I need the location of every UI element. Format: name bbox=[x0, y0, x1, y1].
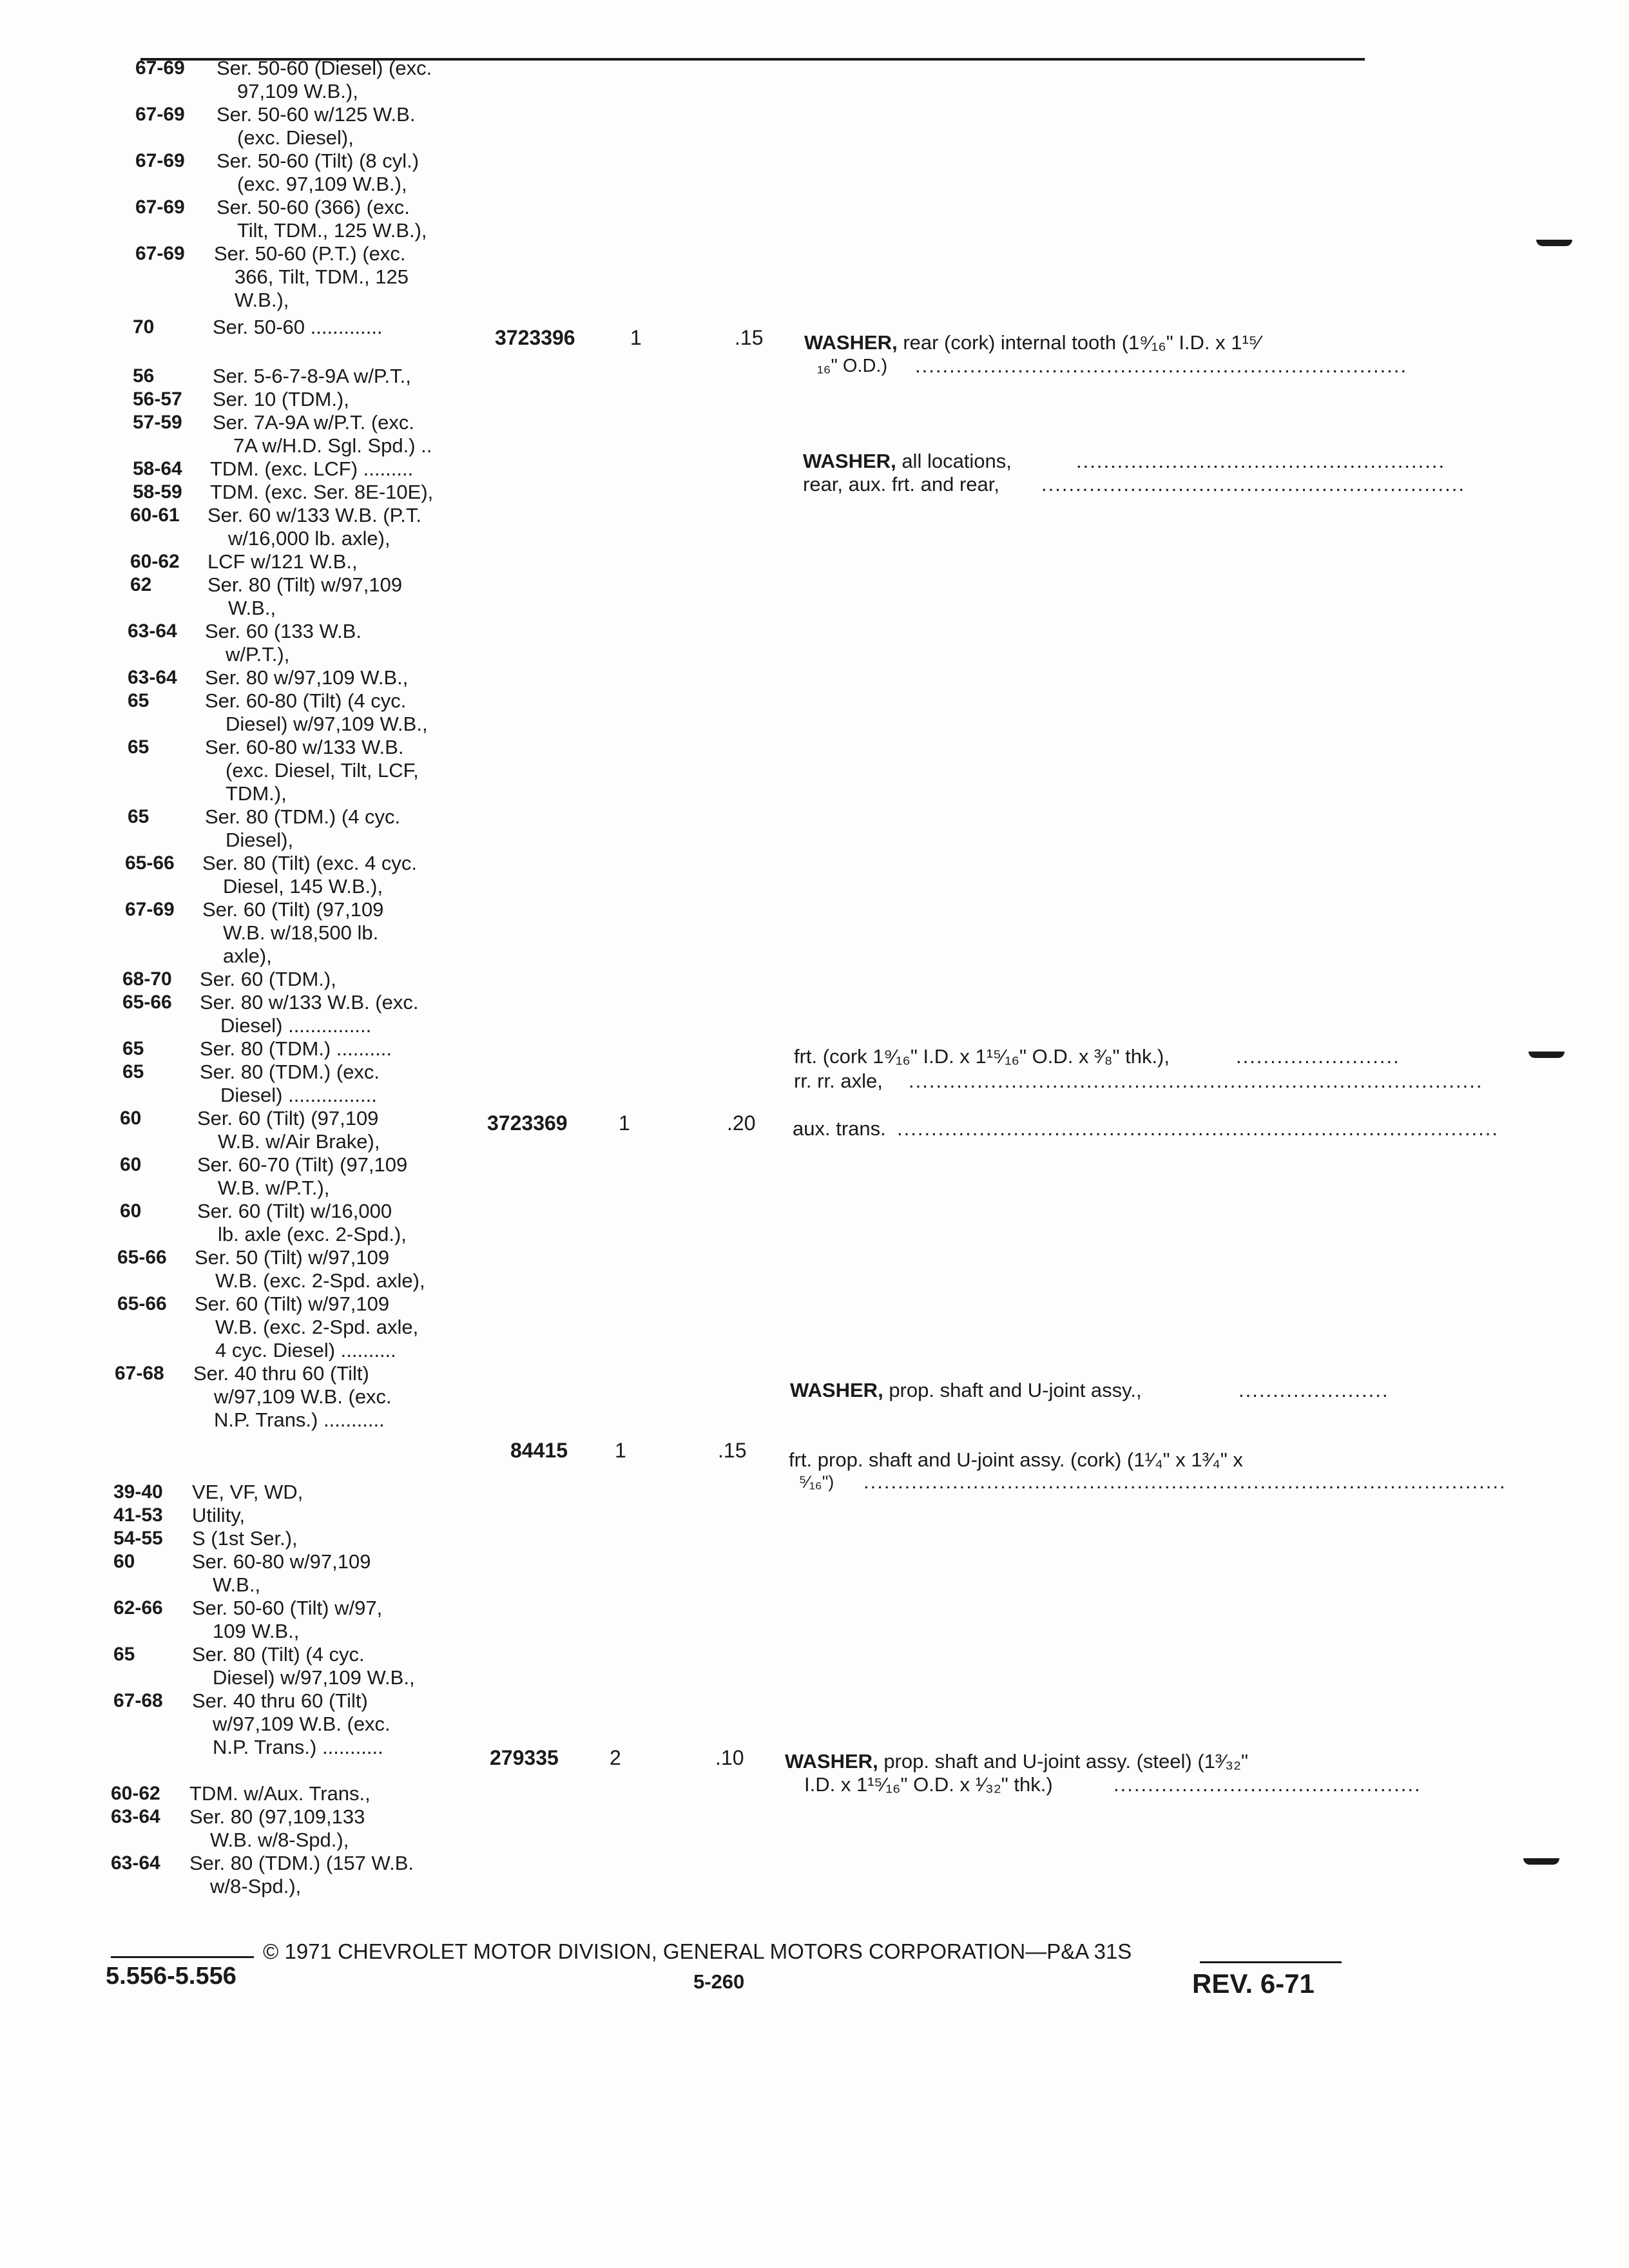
applicability-text: LCF w/121 W.B., bbox=[207, 550, 358, 573]
applicability-text: W.B.), bbox=[235, 289, 289, 311]
margin-mark bbox=[1528, 1052, 1565, 1058]
applicability-text: (exc. Diesel, Tilt, LCF, bbox=[226, 759, 419, 782]
applicability-text: Ser. 60 w/133 W.B. (P.T. bbox=[207, 504, 421, 526]
model-year: 60-61 bbox=[130, 505, 180, 526]
applicability-text: 366, Tilt, TDM., 125 bbox=[235, 265, 409, 288]
model-year: 65 bbox=[122, 1061, 144, 1082]
applicability-text: TDM.), bbox=[226, 782, 287, 805]
leader-dots: ...................... bbox=[1239, 1379, 1389, 1401]
applicability-text: Ser. 60 (Tilt) (97,109 bbox=[202, 898, 384, 921]
model-year: 57-59 bbox=[133, 412, 182, 433]
leader-dots: ........................................................................ bbox=[915, 354, 1408, 377]
model-year: 65-66 bbox=[117, 1247, 167, 1268]
applicability-text: W.B. w/8-Spd.), bbox=[210, 1829, 349, 1851]
description-washer-rear-cork bbox=[804, 331, 1260, 354]
applicability-text: Ser. 80 w/97,109 W.B., bbox=[205, 666, 409, 689]
applicability-text: N.P. Trans.) ........... bbox=[213, 1736, 383, 1758]
description-text: I.D. x 1¹⁵⁄₁₆" O.D. x ¹⁄₃₂" thk.) bbox=[804, 1773, 1053, 1796]
applicability-text: Ser. 60 (Tilt) w/16,000 bbox=[197, 1200, 392, 1222]
model-year: 67-68 bbox=[113, 1690, 163, 1711]
applicability-text: Diesel) ................ bbox=[220, 1084, 377, 1106]
group-number: 5.556-5.556 bbox=[106, 1963, 236, 1990]
model-year: 65 bbox=[128, 736, 149, 758]
applicability-text: Ser. 80 (Tilt) w/97,109 bbox=[207, 573, 403, 596]
model-year: 67-69 bbox=[135, 197, 185, 218]
model-year: 70 bbox=[133, 316, 155, 338]
model-year: 63-64 bbox=[111, 1852, 160, 1874]
applicability-text: W.B., bbox=[228, 597, 276, 619]
model-year: 63-64 bbox=[128, 620, 177, 642]
applicability-text: W.B. (exc. 2-Spd. axle, bbox=[215, 1316, 419, 1338]
applicability-text: Ser. 80 (97,109,133 bbox=[189, 1805, 365, 1828]
description-text: prop. shaft and U-joint assy. (steel) (1³⁄₃₂" bbox=[883, 1750, 1249, 1773]
applicability-text: Ser. 80 (Tilt) (exc. 4 cyc. bbox=[202, 852, 418, 874]
applicability-text: Ser. 50-60 ............. bbox=[213, 316, 383, 338]
model-year: 60-62 bbox=[130, 551, 180, 572]
applicability-text: Ser. 80 (TDM.) (4 cyc. bbox=[205, 805, 401, 828]
description-text: aux. trans. bbox=[793, 1117, 886, 1140]
applicability-text: W.B. (exc. 2-Spd. axle), bbox=[215, 1269, 425, 1292]
applicability-text: w/16,000 lb. axle), bbox=[228, 527, 390, 550]
model-year: 65-66 bbox=[122, 992, 172, 1013]
applicability-text: W.B. w/18,500 lb. bbox=[223, 921, 379, 944]
applicability-text: TDM. (exc. Ser. 8E-10E), bbox=[210, 481, 434, 503]
applicability-text: w/97,109 W.B. (exc. bbox=[214, 1385, 392, 1408]
applicability-text: Diesel) ............... bbox=[220, 1014, 372, 1037]
part-number: 3723369 bbox=[487, 1111, 568, 1135]
applicability-text: w/8-Spd.), bbox=[210, 1875, 302, 1898]
applicability-text: Ser. 60-80 w/97,109 bbox=[192, 1550, 371, 1573]
leader-dots: ............................................. bbox=[1113, 1773, 1422, 1796]
model-year: 67-69 bbox=[135, 104, 185, 125]
applicability-text: w/97,109 W.B. (exc. bbox=[213, 1713, 390, 1735]
leader-dots: ...................................................... bbox=[1076, 450, 1446, 472]
applicability-text: (exc. Diesel), bbox=[237, 126, 354, 149]
applicability-text: Diesel, 145 W.B.), bbox=[223, 875, 383, 898]
applicability-text: W.B. w/P.T.), bbox=[218, 1177, 330, 1199]
price: .15 bbox=[735, 326, 764, 349]
applicability-text: 109 W.B., bbox=[213, 1620, 300, 1642]
applicability-text: Ser. 50-60 (P.T.) (exc. bbox=[214, 242, 406, 265]
leader-dots: ........................................................................................ bbox=[897, 1117, 1499, 1140]
applicability-text: Ser. 60-70 (Tilt) (97,109 bbox=[197, 1153, 408, 1176]
applicability-text: Utility, bbox=[192, 1504, 246, 1526]
margin-mark bbox=[1536, 240, 1572, 246]
description-text: rear, aux. frt. and rear, bbox=[803, 473, 999, 495]
model-year: 56-57 bbox=[133, 389, 182, 410]
model-year: 60 bbox=[120, 1200, 142, 1222]
model-year: 67-69 bbox=[135, 243, 185, 264]
applicability-text: Ser. 50-60 (Diesel) (exc. bbox=[217, 57, 432, 79]
applicability-text: N.P. Trans.) ........... bbox=[214, 1408, 385, 1431]
applicability-text: VE, VF, WD, bbox=[192, 1481, 304, 1503]
model-year: 39-40 bbox=[113, 1481, 163, 1503]
model-year: 58-64 bbox=[133, 458, 182, 479]
applicability-text: Ser. 80 (TDM.) (157 W.B. bbox=[189, 1852, 414, 1874]
leader-dots: .............................................................. bbox=[1041, 473, 1465, 495]
model-year: 68-70 bbox=[122, 968, 172, 990]
description-heading: WASHER, bbox=[803, 450, 896, 472]
model-year: 63-64 bbox=[111, 1806, 160, 1827]
model-year: 54-55 bbox=[113, 1528, 163, 1549]
description-heading: WASHER, bbox=[785, 1750, 878, 1773]
model-year: 67-68 bbox=[115, 1363, 164, 1384]
description-washer-prop-shaft bbox=[790, 1379, 1142, 1402]
applicability-text: Ser. 60 (Tilt) w/97,109 bbox=[195, 1293, 390, 1315]
quantity: 1 bbox=[630, 326, 642, 349]
applicability-text: Ser. 7A-9A w/P.T. (exc. bbox=[213, 411, 415, 434]
applicability-text: Ser. 60-80 w/133 W.B. bbox=[205, 736, 404, 758]
model-year: 41-53 bbox=[113, 1504, 163, 1526]
quantity: 1 bbox=[615, 1439, 626, 1462]
model-year: 65 bbox=[113, 1644, 135, 1665]
applicability-text: axle), bbox=[223, 945, 272, 967]
price: .15 bbox=[718, 1439, 747, 1462]
copyright-line: © 1971 CHEVROLET MOTOR DIVISION, GENERAL MOTORS CORPORATION—P&A 31S bbox=[263, 1939, 1132, 1963]
applicability-text: Ser. 5-6-7-8-9A w/P.T., bbox=[213, 365, 411, 387]
model-year: 63-64 bbox=[128, 667, 177, 688]
model-year: 60 bbox=[120, 1154, 142, 1175]
leader-dots: .............................................................................................. bbox=[863, 1470, 1507, 1493]
model-year: 60 bbox=[120, 1108, 142, 1129]
description-text: ₁₆" O.D.) bbox=[817, 356, 888, 376]
description-text: rear (cork) internal tooth (1⁹⁄₁₆" I.D. x 1¹⁵⁄ bbox=[903, 331, 1260, 354]
applicability-text: Ser. 60 (TDM.), bbox=[200, 968, 336, 990]
model-year: 65 bbox=[122, 1038, 144, 1059]
applicability-text: Diesel), bbox=[226, 829, 294, 851]
model-year: 65 bbox=[128, 690, 149, 711]
applicability-text: (exc. 97,109 W.B.), bbox=[237, 173, 407, 195]
model-year: 65-66 bbox=[125, 852, 175, 874]
applicability-text: w/P.T.), bbox=[226, 643, 290, 666]
applicability-text: Ser. 10 (TDM.), bbox=[213, 388, 349, 410]
model-year: 67-69 bbox=[135, 57, 185, 79]
applicability-text: TDM. w/Aux. Trans., bbox=[189, 1782, 371, 1805]
applicability-text: Diesel) w/97,109 W.B., bbox=[226, 713, 428, 735]
model-year: 67-69 bbox=[125, 899, 175, 920]
applicability-text: Ser. 40 thru 60 (Tilt) bbox=[193, 1362, 369, 1385]
price: .10 bbox=[715, 1746, 744, 1769]
description-text: frt. prop. shaft and U-joint assy. (cork) (1¹⁄₄" x 1³⁄₄" x bbox=[789, 1448, 1243, 1471]
applicability-text: TDM. (exc. LCF) ......... bbox=[210, 457, 414, 480]
applicability-text: Ser. 50 (Tilt) w/97,109 bbox=[195, 1246, 390, 1269]
price: .20 bbox=[727, 1111, 756, 1135]
model-year: 62 bbox=[130, 574, 152, 595]
description-washer-steel bbox=[785, 1750, 1248, 1773]
revision: REV. 6-71 bbox=[1192, 1968, 1315, 1999]
applicability-text: W.B., bbox=[213, 1573, 261, 1596]
leader-dots: ........................ bbox=[1236, 1045, 1400, 1068]
model-year: 67-69 bbox=[135, 150, 185, 171]
applicability-text: Ser. 80 w/133 W.B. (exc. bbox=[200, 991, 419, 1014]
applicability-text: Ser. 50-60 w/125 W.B. bbox=[217, 103, 416, 126]
quantity: 1 bbox=[619, 1111, 630, 1135]
description-text: all locations, bbox=[901, 450, 1012, 472]
description-cont: ⁵⁄₁₆") bbox=[799, 1472, 834, 1492]
description-washer-all-locations bbox=[803, 450, 1012, 473]
model-year: 58-59 bbox=[133, 481, 182, 503]
applicability-text: Ser. 80 (TDM.) .......... bbox=[200, 1037, 392, 1060]
footer-rule-right bbox=[1200, 1961, 1342, 1963]
applicability-text: Tilt, TDM., 125 W.B.), bbox=[237, 219, 427, 242]
description-text: frt. (cork 1⁹⁄₁₆" I.D. x 1¹⁵⁄₁₆" O.D. x ³⁄₈" thk.), bbox=[794, 1045, 1170, 1068]
applicability-text: Ser. 50-60 (366) (exc. bbox=[217, 196, 410, 218]
model-year: 56 bbox=[133, 365, 155, 387]
applicability-text: Ser. 40 thru 60 (Tilt) bbox=[192, 1689, 368, 1712]
description-heading: WASHER, bbox=[790, 1379, 883, 1401]
applicability-text: Ser. 60 (Tilt) (97,109 bbox=[197, 1107, 379, 1129]
quantity: 2 bbox=[610, 1746, 621, 1769]
description-text: rr. rr. axle, bbox=[794, 1070, 883, 1092]
applicability-text: 4 cyc. Diesel) .......... bbox=[215, 1339, 396, 1361]
model-year: 60 bbox=[113, 1551, 135, 1572]
model-year: 65 bbox=[128, 806, 149, 827]
description-text: prop. shaft and U-joint assy., bbox=[889, 1379, 1142, 1401]
applicability-text: lb. axle (exc. 2-Spd.), bbox=[218, 1223, 407, 1245]
description-cont bbox=[817, 354, 887, 378]
applicability-text: Ser. 50-60 (Tilt) (8 cyl.) bbox=[217, 149, 419, 172]
applicability-text: 7A w/H.D. Sgl. Spd.) .. bbox=[233, 434, 432, 457]
page-number: 5-260 bbox=[693, 1970, 745, 1993]
model-year: 65-66 bbox=[117, 1293, 167, 1314]
model-year: 60-62 bbox=[111, 1783, 160, 1804]
part-number: 3723396 bbox=[495, 326, 575, 349]
applicability-text: Ser. 50-60 (Tilt) w/97, bbox=[192, 1597, 383, 1619]
applicability-text: W.B. w/Air Brake), bbox=[218, 1130, 380, 1153]
model-year: 62-66 bbox=[113, 1597, 163, 1619]
applicability-text: Diesel) w/97,109 W.B., bbox=[213, 1666, 415, 1689]
applicability-text: Ser. 60 (133 W.B. bbox=[205, 620, 361, 642]
applicability-text: Ser. 80 (TDM.) (exc. bbox=[200, 1061, 380, 1083]
description-heading: WASHER, bbox=[804, 331, 898, 354]
leader-dots: .................................................................................... bbox=[909, 1070, 1483, 1092]
part-number: 279335 bbox=[490, 1746, 559, 1769]
applicability-text: 97,109 W.B.), bbox=[237, 80, 358, 102]
applicability-text: Ser. 60-80 (Tilt) (4 cyc. bbox=[205, 689, 407, 712]
applicability-text: Ser. 80 (Tilt) (4 cyc. bbox=[192, 1643, 365, 1666]
margin-mark bbox=[1523, 1858, 1559, 1865]
part-number: 84415 bbox=[510, 1439, 568, 1462]
applicability-text: S (1st Ser.), bbox=[192, 1527, 298, 1550]
footer-rule-left bbox=[111, 1956, 254, 1958]
